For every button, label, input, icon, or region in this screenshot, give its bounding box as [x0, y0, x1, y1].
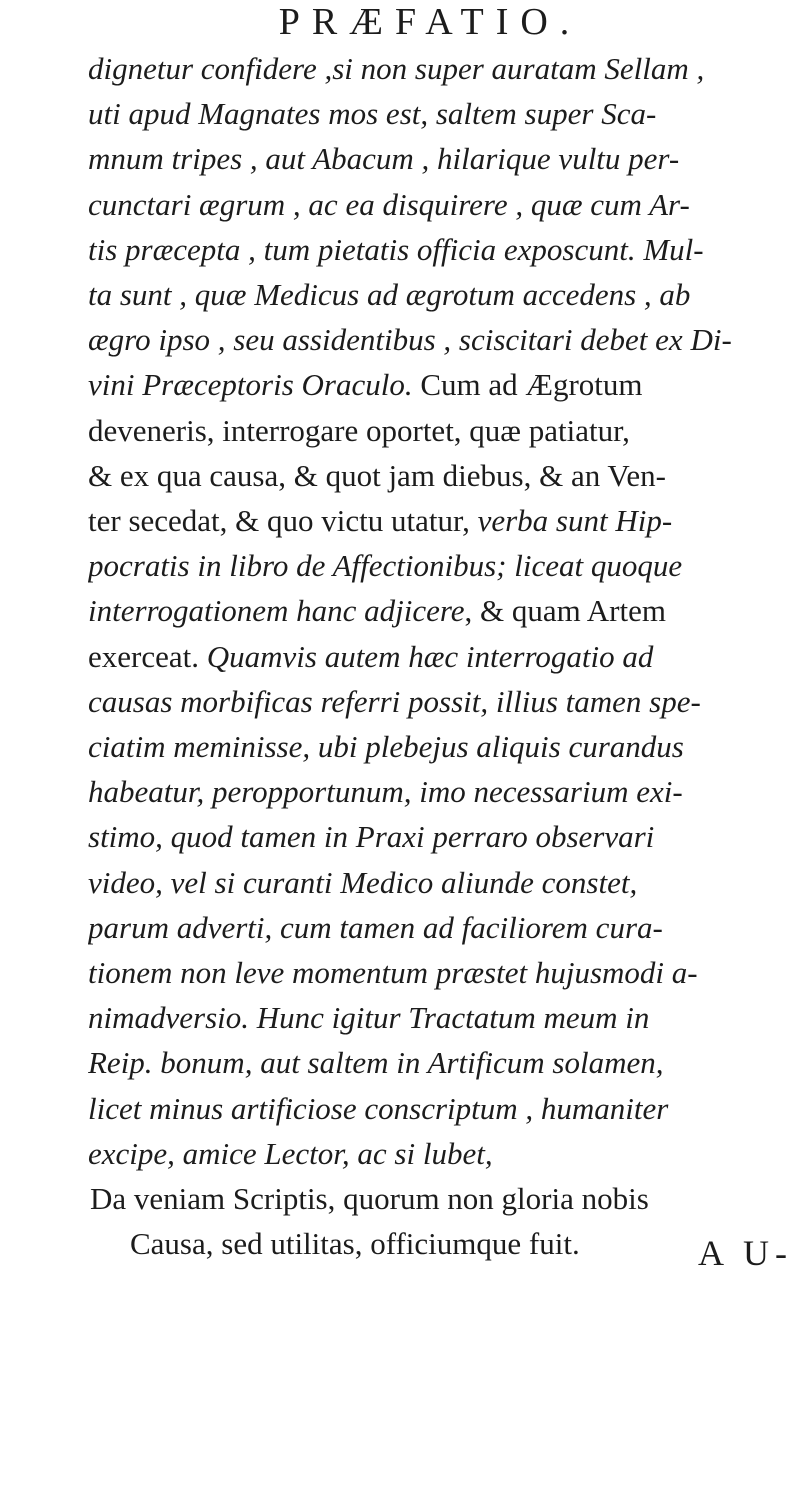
line-14-seg-2: Quamvis autem hæc interrogatio ad [206, 638, 654, 674]
text-line [88, 227, 788, 272]
line-4-seg-1: cunctari ægrum , ac ea disquirere , quæ cum Ar- [88, 186, 690, 222]
line-17-seg-1: habeatur, peropportunum, imo necessarium exi- [88, 774, 683, 810]
verse-line [88, 1221, 788, 1266]
text-line [88, 408, 788, 453]
line-26-seg-1: Da veniam Scriptis, quorum non gloria nobis [90, 1181, 649, 1217]
text-line [88, 679, 788, 724]
line-22-seg-1: nimadversio. Hunc igitur Tractatum meum in [88, 1000, 650, 1036]
line-6-seg-1: ta sunt , quæ Medicus ad ægrotum accedens , ab [88, 277, 691, 313]
line-2-seg-1: uti apud Magnates mos est, saltem super Sca- [88, 96, 657, 132]
text-line [88, 91, 788, 136]
line-12-seg-1: pocratis in libro de Affectionibus; liceat quoque [88, 548, 683, 584]
text-line [88, 453, 788, 498]
verse-line [88, 1176, 788, 1221]
line-14-seg-1: exerceat. [88, 638, 207, 674]
text-line [88, 543, 788, 588]
line-8-seg-1: vini Præceptoris Oraculo. [88, 367, 413, 403]
line-3-seg-1: mnum tripes , aut Abacum , hilarique vultu per- [88, 141, 680, 177]
line-20-seg-1: parum adverti, cum tamen ad faciliorem cura- [88, 909, 663, 945]
text-line [88, 272, 788, 317]
page-header-title: PRÆFATIO. [278, 1, 582, 43]
text-line [88, 588, 788, 633]
line-15-seg-1: causas morbificas referri possit, illius tamen spe- [88, 683, 701, 719]
line-5-seg-1: tis præcepta , tum pietatis officia exposcunt. Mul- [88, 231, 704, 267]
text-line [88, 1086, 788, 1131]
line-13-seg-2: , & quam Artem [464, 593, 666, 629]
text-line [88, 362, 788, 407]
text-line [88, 905, 788, 950]
line-21-seg-1: tionem non leve momentum præstet hujusmodi a- [88, 955, 698, 991]
text-line [88, 1131, 788, 1176]
line-1-seg-1: dignetur confidere ,si non super auratam Sellam , [88, 51, 705, 86]
text-line [88, 724, 788, 769]
preface-body-text [88, 46, 788, 1266]
text-line [88, 634, 788, 679]
line-11-seg-1: ter secedat, & quo victu utatur, [88, 503, 478, 539]
text-line [88, 136, 788, 181]
text-line [88, 498, 788, 543]
text-line [88, 46, 788, 91]
line-19-seg-1: video, vel si curanti Medico aliunde constet, [88, 864, 638, 900]
line-13-seg-1: interrogationem hanc adjicere [88, 593, 465, 629]
line-8-seg-2: Cum ad Ægrotum [412, 367, 643, 403]
text-line [88, 995, 788, 1040]
text-line [88, 950, 788, 995]
line-16-seg-1: ciatim meminisse, ubi plebejus aliquis curandus [88, 729, 684, 765]
text-line [88, 769, 788, 814]
line-27-seg-1: Causa, sed utilitas, officiumque fuit. [130, 1226, 580, 1262]
line-23-seg-1: Reip. bonum, aut saltem in Artificum solamen, [88, 1045, 664, 1081]
line-18-seg-1: stimo, quod tamen in Praxi perraro observari [88, 819, 655, 855]
line-11-seg-2: verba sunt Hip- [477, 503, 673, 539]
line-9-seg-1: deveneris, interrogare oportet, quæ patiatur, [88, 412, 630, 448]
catchword: A U- [698, 1233, 793, 1273]
text-line [88, 317, 788, 362]
text-line [88, 1040, 788, 1085]
text-line [88, 182, 788, 227]
line-24-seg-1: licet minus artificiose conscriptum , humaniter [88, 1090, 669, 1126]
line-10-seg-1: & ex qua causa, & quot jam diebus, & an Ven- [88, 457, 666, 493]
text-line [88, 814, 788, 859]
line-25-seg-1: excipe, amice Lector, ac si lubet, [88, 1135, 493, 1171]
text-line [88, 860, 788, 905]
line-7-seg-1: ægro ipso , seu assidentibus , sciscitari debet ex Di- [88, 322, 732, 358]
